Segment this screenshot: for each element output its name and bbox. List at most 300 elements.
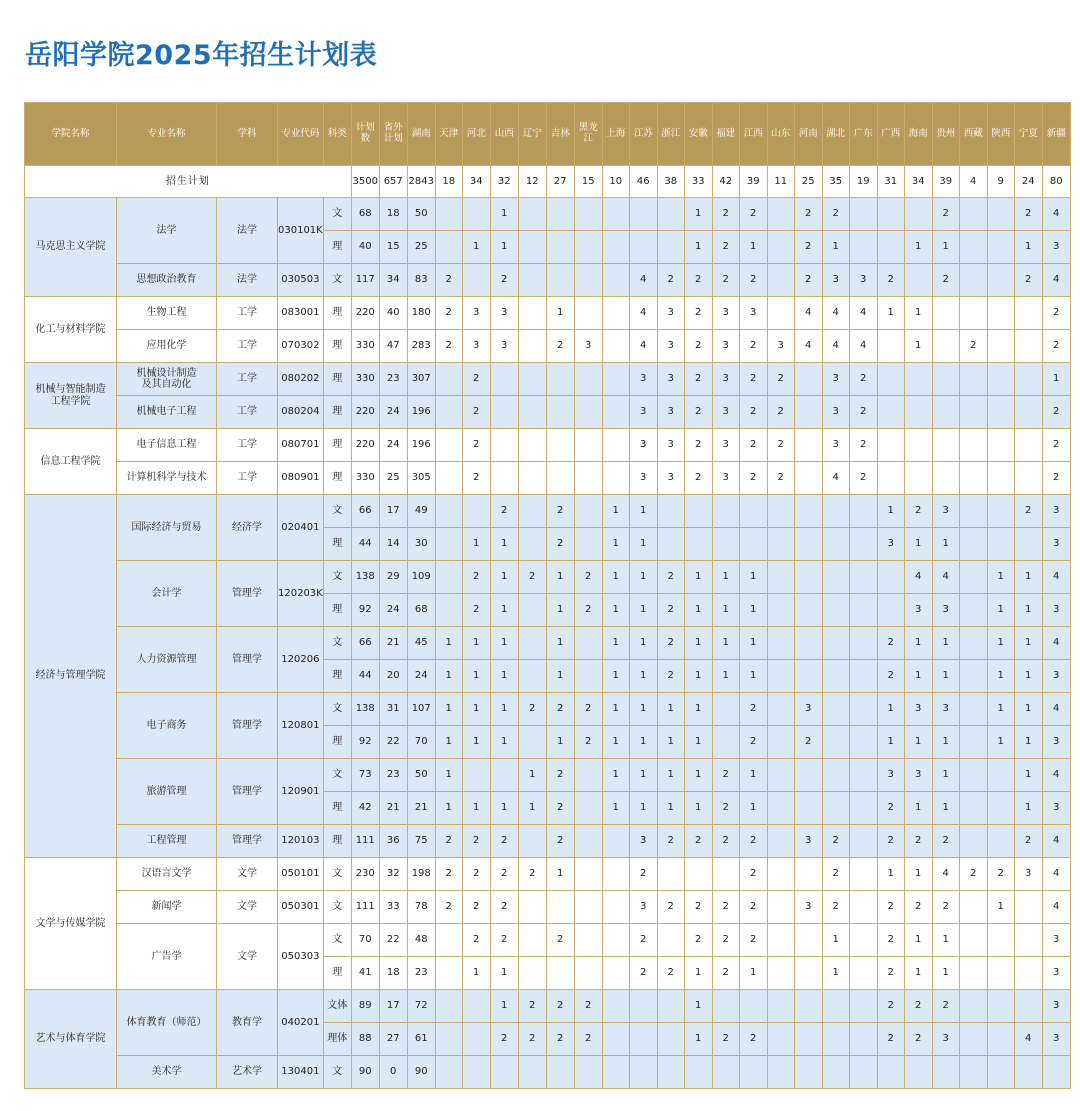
quota-cell <box>1014 330 1042 363</box>
quota-cell: 1 <box>546 297 574 330</box>
quota-cell: 1 <box>462 957 490 990</box>
quota-cell: 4 <box>1042 891 1070 924</box>
quota-cell <box>849 231 877 264</box>
quota-cell: 2 <box>684 330 712 363</box>
column-header: 辽宁 <box>518 103 546 166</box>
quota-cell <box>629 1056 657 1089</box>
quota-cell <box>849 759 877 792</box>
quota-cell: 3 <box>1014 858 1042 891</box>
quota-cell: 4 <box>932 858 959 891</box>
quota-cell <box>987 792 1014 825</box>
major-name-cell: 电子商务 <box>117 693 217 759</box>
quota-cell: 4 <box>794 330 822 363</box>
quota-cell: 1 <box>629 759 657 792</box>
quota-cell: 1 <box>932 759 959 792</box>
table-row <box>25 990 1071 1023</box>
quota-cell <box>546 264 574 297</box>
column-header: 山西 <box>490 103 518 166</box>
quota-cell: 18 <box>379 198 407 231</box>
track-cell: 文 <box>323 1056 351 1089</box>
major-code-cell: 120901 <box>278 759 324 825</box>
track-cell: 理 <box>323 429 351 462</box>
quota-cell: 2 <box>435 264 462 297</box>
quota-cell <box>794 1056 822 1089</box>
quota-cell: 2 <box>518 561 546 594</box>
quota-cell: 2 <box>767 462 794 495</box>
quota-cell: 1 <box>490 198 518 231</box>
total-cell: 39 <box>739 166 767 198</box>
quota-cell: 180 <box>407 297 435 330</box>
quota-cell: 1 <box>1014 726 1042 759</box>
quota-cell: 1 <box>932 660 959 693</box>
quota-cell <box>959 891 987 924</box>
quota-cell <box>518 297 546 330</box>
quota-cell: 2 <box>574 1023 602 1056</box>
quota-cell: 1 <box>657 759 684 792</box>
quota-cell <box>435 561 462 594</box>
major-name-cell: 美术学 <box>117 1056 217 1089</box>
total-cell: 25 <box>794 166 822 198</box>
quota-cell <box>794 792 822 825</box>
quota-cell <box>518 462 546 495</box>
quota-cell: 75 <box>407 825 435 858</box>
quota-cell: 3 <box>932 495 959 528</box>
quota-cell <box>602 825 629 858</box>
quota-cell: 2 <box>932 891 959 924</box>
track-cell: 文体 <box>323 990 351 1023</box>
quota-cell: 1 <box>739 759 767 792</box>
quota-cell: 3 <box>657 462 684 495</box>
quota-cell: 3 <box>822 429 849 462</box>
quota-cell <box>794 660 822 693</box>
quota-cell <box>959 396 987 429</box>
quota-cell: 1 <box>684 693 712 726</box>
quota-cell <box>959 627 987 660</box>
quota-cell <box>794 924 822 957</box>
quota-cell: 3 <box>849 264 877 297</box>
quota-cell: 23 <box>379 759 407 792</box>
quota-cell <box>462 1023 490 1056</box>
quota-cell <box>518 825 546 858</box>
quota-cell <box>849 825 877 858</box>
quota-cell: 3 <box>932 594 959 627</box>
quota-cell: 2 <box>462 858 490 891</box>
quota-cell <box>959 429 987 462</box>
quota-cell <box>435 198 462 231</box>
quota-cell: 1 <box>462 726 490 759</box>
quota-cell <box>435 495 462 528</box>
quota-cell: 2 <box>518 858 546 891</box>
quota-cell: 2 <box>904 1023 932 1056</box>
quota-cell: 2 <box>1042 330 1070 363</box>
quota-cell: 2 <box>739 264 767 297</box>
quota-cell <box>1014 363 1042 396</box>
table-row <box>25 297 1071 330</box>
quota-cell: 2 <box>462 594 490 627</box>
subject-cell: 工学 <box>217 297 278 330</box>
quota-cell: 3 <box>1042 924 1070 957</box>
quota-cell <box>822 561 849 594</box>
quota-cell: 2 <box>712 924 739 957</box>
quota-cell <box>518 1056 546 1089</box>
total-cell: 46 <box>629 166 657 198</box>
quota-cell: 2 <box>490 891 518 924</box>
quota-cell <box>987 231 1014 264</box>
quota-cell: 25 <box>379 462 407 495</box>
column-header: 黑龙江 <box>574 103 602 166</box>
track-cell: 理 <box>323 792 351 825</box>
table-row <box>25 495 1071 528</box>
quota-cell: 83 <box>407 264 435 297</box>
quota-cell <box>877 561 904 594</box>
quota-cell: 2 <box>1042 396 1070 429</box>
quota-cell <box>546 891 574 924</box>
quota-cell <box>932 363 959 396</box>
quota-cell: 1 <box>657 693 684 726</box>
quota-cell: 2 <box>739 924 767 957</box>
quota-cell <box>1014 990 1042 1023</box>
track-cell: 理 <box>323 297 351 330</box>
total-cell: 2843 <box>407 166 435 198</box>
total-cell: 24 <box>1014 166 1042 198</box>
quota-cell: 1 <box>684 726 712 759</box>
column-header: 安徽 <box>684 103 712 166</box>
major-name-cell: 新闻学 <box>117 891 217 924</box>
quota-cell: 2 <box>629 858 657 891</box>
quota-cell <box>712 858 739 891</box>
quota-cell <box>959 528 987 561</box>
quota-cell: 1 <box>987 891 1014 924</box>
quota-cell: 2 <box>435 858 462 891</box>
quota-cell: 1 <box>684 231 712 264</box>
total-cell: 4 <box>959 166 987 198</box>
quota-cell <box>767 660 794 693</box>
quota-cell <box>987 1056 1014 1089</box>
quota-cell <box>574 660 602 693</box>
quota-cell: 2 <box>684 891 712 924</box>
quota-cell <box>518 528 546 561</box>
quota-cell: 1 <box>684 594 712 627</box>
quota-cell: 138 <box>351 561 379 594</box>
quota-cell <box>546 231 574 264</box>
quota-cell <box>1014 924 1042 957</box>
quota-cell: 1 <box>932 231 959 264</box>
column-header: 山东 <box>767 103 794 166</box>
major-code-cell: 050101 <box>278 858 324 891</box>
track-cell: 理 <box>323 726 351 759</box>
column-header: 湖南 <box>407 103 435 166</box>
quota-cell: 1 <box>877 693 904 726</box>
quota-cell <box>602 858 629 891</box>
column-header: 浙江 <box>657 103 684 166</box>
quota-cell <box>657 1056 684 1089</box>
quota-cell: 1 <box>602 693 629 726</box>
track-cell: 理体 <box>323 1023 351 1056</box>
quota-cell <box>435 957 462 990</box>
quota-cell <box>877 231 904 264</box>
quota-cell: 3 <box>629 825 657 858</box>
quota-cell: 3 <box>932 1023 959 1056</box>
quota-cell: 2 <box>629 957 657 990</box>
quota-cell: 1 <box>932 528 959 561</box>
table-header <box>25 103 1071 166</box>
table-row <box>25 396 1071 429</box>
quota-cell: 2 <box>490 825 518 858</box>
quota-cell: 2 <box>767 363 794 396</box>
quota-cell: 1 <box>629 726 657 759</box>
quota-cell: 66 <box>351 495 379 528</box>
track-cell: 理 <box>323 594 351 627</box>
total-cell: 35 <box>822 166 849 198</box>
quota-cell: 1 <box>490 660 518 693</box>
quota-cell: 3 <box>794 825 822 858</box>
quota-cell: 2 <box>684 462 712 495</box>
column-header: 专业名称 <box>117 103 217 166</box>
quota-cell: 50 <box>407 759 435 792</box>
column-header: 广东 <box>849 103 877 166</box>
track-cell: 文 <box>323 693 351 726</box>
table-row <box>25 627 1071 660</box>
quota-cell <box>435 990 462 1023</box>
quota-cell: 3 <box>657 363 684 396</box>
quota-cell <box>518 429 546 462</box>
quota-cell: 1 <box>987 726 1014 759</box>
quota-cell <box>877 429 904 462</box>
quota-cell: 24 <box>379 396 407 429</box>
quota-cell: 21 <box>379 627 407 660</box>
track-cell: 文 <box>323 198 351 231</box>
quota-cell: 2 <box>518 693 546 726</box>
college-name-cell: 艺术与体育学院 <box>25 990 117 1089</box>
quota-cell: 1 <box>822 231 849 264</box>
quota-cell: 2 <box>462 561 490 594</box>
table-row <box>25 891 1071 924</box>
quota-cell <box>684 1056 712 1089</box>
quota-cell: 1 <box>1014 792 1042 825</box>
quota-cell: 3 <box>767 330 794 363</box>
quota-cell: 1 <box>462 693 490 726</box>
quota-cell: 107 <box>407 693 435 726</box>
quota-cell <box>987 330 1014 363</box>
quota-cell: 1 <box>490 594 518 627</box>
quota-cell: 2 <box>462 429 490 462</box>
quota-cell <box>987 264 1014 297</box>
quota-cell <box>794 594 822 627</box>
quota-cell: 61 <box>407 1023 435 1056</box>
quota-cell: 283 <box>407 330 435 363</box>
quota-cell <box>767 924 794 957</box>
quota-cell: 1 <box>602 528 629 561</box>
quota-cell: 2 <box>1042 429 1070 462</box>
quota-cell: 2 <box>822 891 849 924</box>
quota-cell <box>767 495 794 528</box>
quota-cell: 3 <box>657 330 684 363</box>
quota-cell: 1 <box>629 693 657 726</box>
quota-cell: 1 <box>1014 759 1042 792</box>
quota-cell: 138 <box>351 693 379 726</box>
quota-cell: 2 <box>629 924 657 957</box>
quota-cell: 3 <box>712 297 739 330</box>
quota-cell: 1 <box>435 660 462 693</box>
quota-cell <box>490 363 518 396</box>
quota-cell <box>739 1056 767 1089</box>
total-cell: 34 <box>462 166 490 198</box>
quota-cell <box>518 660 546 693</box>
quota-cell: 1 <box>904 792 932 825</box>
quota-cell: 92 <box>351 594 379 627</box>
total-cell: 3500 <box>351 166 379 198</box>
quota-cell: 2 <box>739 429 767 462</box>
quota-cell <box>822 990 849 1023</box>
quota-cell: 1 <box>684 198 712 231</box>
quota-cell: 2 <box>462 825 490 858</box>
quota-cell: 2 <box>435 891 462 924</box>
quota-cell <box>849 1056 877 1089</box>
quota-cell: 30 <box>407 528 435 561</box>
major-code-cell: 120206 <box>278 627 324 693</box>
quota-cell: 2 <box>794 726 822 759</box>
quota-cell <box>849 990 877 1023</box>
quota-cell <box>435 462 462 495</box>
quota-cell: 2 <box>435 825 462 858</box>
column-header: 计划数 <box>351 103 379 166</box>
quota-cell <box>794 957 822 990</box>
quota-cell: 1 <box>546 660 574 693</box>
quota-cell: 2 <box>932 198 959 231</box>
quota-cell: 3 <box>1042 231 1070 264</box>
quota-cell: 3 <box>904 594 932 627</box>
quota-cell <box>518 726 546 759</box>
quota-cell: 1 <box>657 726 684 759</box>
quota-cell <box>822 792 849 825</box>
quota-cell <box>877 363 904 396</box>
quota-cell <box>932 462 959 495</box>
quota-cell: 2 <box>712 264 739 297</box>
quota-cell: 1 <box>822 957 849 990</box>
major-code-cell: 080202 <box>278 363 324 396</box>
total-cell: 27 <box>546 166 574 198</box>
quota-cell: 70 <box>351 924 379 957</box>
quota-cell: 1 <box>904 528 932 561</box>
quota-cell: 2 <box>657 957 684 990</box>
quota-cell <box>794 495 822 528</box>
quota-cell: 4 <box>1042 858 1070 891</box>
quota-cell: 3 <box>712 396 739 429</box>
quota-cell <box>435 528 462 561</box>
quota-cell: 4 <box>794 297 822 330</box>
quota-cell <box>767 231 794 264</box>
quota-cell: 4 <box>1042 198 1070 231</box>
quota-cell: 1 <box>987 660 1014 693</box>
quota-cell: 4 <box>849 330 877 363</box>
quota-cell <box>959 660 987 693</box>
quota-cell: 2 <box>877 264 904 297</box>
quota-cell: 2 <box>1042 462 1070 495</box>
quota-cell: 2 <box>822 198 849 231</box>
quota-cell: 3 <box>712 462 739 495</box>
quota-cell: 1 <box>435 693 462 726</box>
quota-cell: 3 <box>822 264 849 297</box>
quota-cell <box>932 1056 959 1089</box>
quota-cell: 2 <box>739 891 767 924</box>
quota-cell <box>657 231 684 264</box>
quota-cell: 21 <box>407 792 435 825</box>
column-header: 新疆 <box>1042 103 1070 166</box>
quota-cell: 1 <box>629 495 657 528</box>
quota-cell: 111 <box>351 825 379 858</box>
quota-cell: 2 <box>546 924 574 957</box>
quota-cell <box>518 594 546 627</box>
quota-cell <box>629 1023 657 1056</box>
quota-cell: 1 <box>1014 627 1042 660</box>
quota-cell: 4 <box>1042 693 1070 726</box>
quota-cell <box>462 990 490 1023</box>
quota-cell <box>849 1023 877 1056</box>
quota-cell: 90 <box>351 1056 379 1089</box>
quota-cell: 1 <box>602 594 629 627</box>
quota-cell: 2 <box>684 363 712 396</box>
major-name-cell: 应用化学 <box>117 330 217 363</box>
quota-cell: 1 <box>602 759 629 792</box>
quota-cell: 2 <box>739 693 767 726</box>
quota-cell <box>435 396 462 429</box>
quota-cell: 2 <box>657 561 684 594</box>
quota-cell: 3 <box>462 330 490 363</box>
column-header: 吉林 <box>546 103 574 166</box>
column-header: 宁夏 <box>1014 103 1042 166</box>
major-name-cell: 会计学 <box>117 561 217 627</box>
quota-cell: 2 <box>877 825 904 858</box>
quota-cell: 1 <box>684 990 712 1023</box>
quota-cell <box>877 1056 904 1089</box>
major-name-cell: 思想政治教育 <box>117 264 217 297</box>
quota-cell: 2 <box>739 462 767 495</box>
quota-cell: 2 <box>712 792 739 825</box>
quota-cell <box>959 462 987 495</box>
quota-cell <box>602 924 629 957</box>
track-cell: 理 <box>323 957 351 990</box>
quota-cell: 44 <box>351 660 379 693</box>
quota-cell: 72 <box>407 990 435 1023</box>
quota-cell: 3 <box>1042 660 1070 693</box>
quota-cell <box>987 495 1014 528</box>
quota-cell <box>518 627 546 660</box>
quota-cell: 14 <box>379 528 407 561</box>
quota-cell <box>574 396 602 429</box>
quota-cell: 2 <box>767 429 794 462</box>
quota-cell: 2 <box>462 363 490 396</box>
quota-cell <box>684 528 712 561</box>
major-code-cell: 030101K <box>278 198 324 264</box>
major-code-cell: 070302 <box>278 330 324 363</box>
quota-cell <box>904 396 932 429</box>
major-name-cell: 法学 <box>117 198 217 264</box>
track-cell: 理 <box>323 528 351 561</box>
quota-cell <box>546 363 574 396</box>
major-code-cell: 020401 <box>278 495 324 561</box>
quota-cell: 2 <box>822 825 849 858</box>
quota-cell: 1 <box>462 231 490 264</box>
college-name-cell: 机械与智能制造 工程学院 <box>25 363 117 429</box>
quota-cell: 2 <box>435 330 462 363</box>
quota-cell: 22 <box>379 726 407 759</box>
quota-cell <box>932 429 959 462</box>
quota-cell: 1 <box>462 528 490 561</box>
column-header: 广西 <box>877 103 904 166</box>
quota-cell: 1 <box>904 726 932 759</box>
quota-cell: 4 <box>629 330 657 363</box>
quota-cell: 48 <box>407 924 435 957</box>
